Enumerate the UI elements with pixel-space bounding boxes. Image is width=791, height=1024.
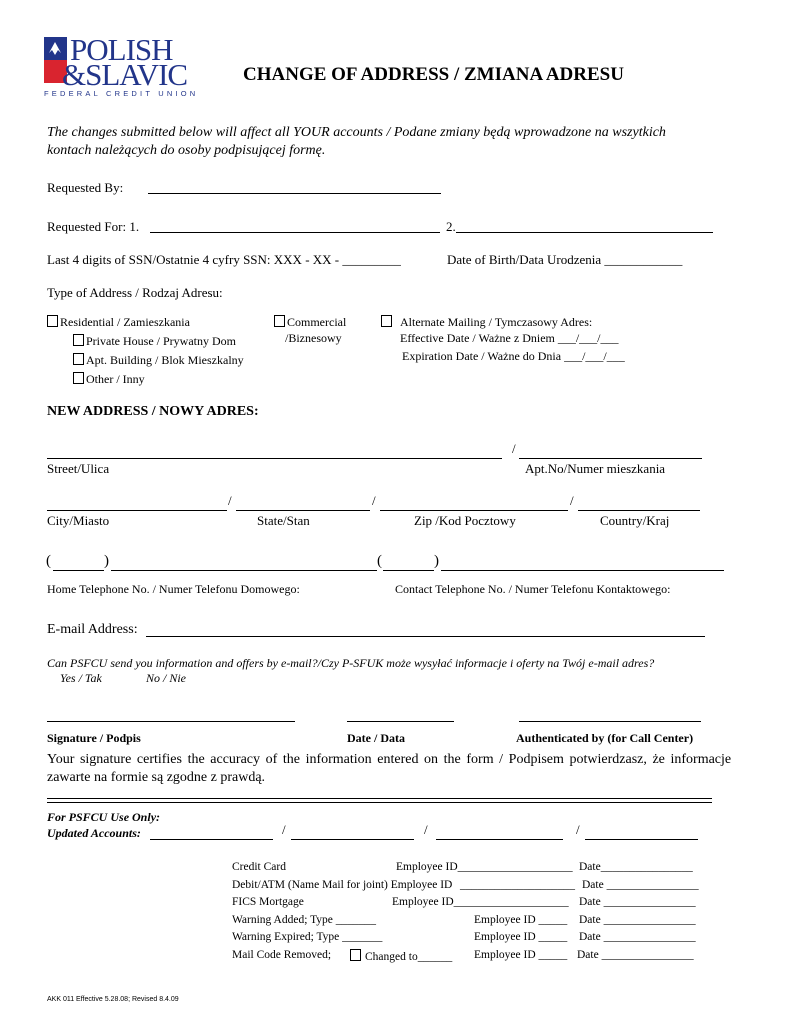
updated-slash-1: / — [282, 822, 286, 837]
email-question: Can PSFCU send you information and offers by e-mail?/Czy P-SFUK może wysyłać informacje i oferty na Twój e-mail adres? — [47, 656, 655, 670]
country-label: Country/Kraj — [600, 513, 670, 528]
apt-field[interactable] — [519, 458, 702, 459]
office-row-date[interactable]: Date________________ — [579, 861, 693, 873]
state-slash: / — [372, 493, 376, 508]
email-field[interactable] — [146, 636, 705, 637]
logo-tagline: FEDERAL CREDIT UNION — [44, 89, 199, 98]
new-address-heading-text: NEW ADDRESS / NOWY ADRES: — [47, 404, 259, 419]
contact-phone-label: Contact Telephone No. / Numer Telefonu Kontaktowego: — [395, 582, 671, 596]
office-row-employee[interactable]: Employee ID____________________ — [396, 861, 573, 873]
home-phone-area-open: ( — [46, 553, 51, 569]
changed-to-option[interactable] — [350, 949, 452, 963]
zip-slash: / — [570, 493, 574, 508]
authenticated-label: Authenticated by (for Call Center) — [516, 731, 694, 745]
email-option-no[interactable]: No / Nie — [146, 671, 187, 685]
signature-field[interactable] — [47, 721, 295, 722]
office-row-label: Debit/ATM (Name Mail for joint) Employee ID — [232, 879, 453, 891]
office-row-employee[interactable]: Employee ID _____ — [474, 949, 568, 961]
home-phone-label: Home Telephone No. / Numer Telefonu Domowego: — [47, 582, 300, 596]
updated-account-1-field[interactable] — [150, 839, 273, 840]
section-divider — [47, 798, 712, 799]
contact-phone-area-open: ( — [377, 553, 382, 569]
signature-date-field[interactable] — [347, 721, 454, 722]
checkbox-icon[interactable] — [350, 949, 361, 961]
office-row-date[interactable]: Date ________________ — [579, 914, 696, 926]
city-label: City/Miasto — [47, 513, 110, 528]
requested-by-label: Requested By: — [47, 180, 124, 195]
state-label: State/Stan — [257, 513, 310, 528]
expiration-date-field[interactable]: Expiration Date / Ważne do Dnia ___/___/___ — [402, 349, 625, 363]
checkbox-icon[interactable] — [73, 353, 84, 365]
home-phone-area-field[interactable] — [53, 570, 104, 571]
option-private-house[interactable] — [73, 334, 236, 349]
office-row-label: Credit Card — [232, 861, 286, 873]
checkbox-icon[interactable] — [274, 315, 285, 327]
date-label: Date / Data — [347, 731, 405, 745]
address-type-label: Type of Address / Rodzaj Adresu: — [47, 285, 223, 300]
updated-account-2-field[interactable] — [291, 839, 414, 840]
email-label: E-mail Address: — [47, 622, 138, 637]
zip-label: Zip /Kod Pocztowy — [414, 513, 516, 528]
updated-account-4-field[interactable] — [585, 839, 698, 840]
office-row-date[interactable]: Date ________________ — [577, 949, 694, 961]
updated-accounts-label: Updated Accounts: — [47, 826, 141, 840]
updated-slash-2: / — [424, 822, 428, 837]
office-row-date[interactable]: Date ________________ — [582, 879, 699, 891]
option-other[interactable] — [73, 372, 145, 387]
office-row-date[interactable]: Date ________________ — [579, 931, 696, 943]
option-commercial[interactable] — [274, 315, 346, 330]
checkbox-icon[interactable] — [73, 372, 84, 384]
changed-to-label: Changed to______ — [365, 951, 453, 963]
office-row-employee[interactable]: Employee ID _____ — [474, 914, 568, 926]
certify-text-2: zawarte na formie są zgodne z prawdą. — [47, 770, 266, 785]
country-field[interactable] — [578, 510, 700, 511]
logo-word-slavic: &SLAVIC — [62, 57, 188, 92]
email-option-yes[interactable]: Yes / Tak — [60, 671, 102, 685]
effective-date-field[interactable]: Effective Date / Ważne z Dniem ___/___/___ — [400, 331, 619, 345]
option-residential[interactable] — [47, 315, 190, 330]
ssn-field[interactable]: Last 4 digits of SSN/Ostatnie 4 cyfry SSN: XXX - XX - _________ — [47, 252, 401, 267]
requested-by-field[interactable] — [148, 193, 441, 194]
new-address-heading — [47, 404, 259, 420]
requested-for-label: Requested For: 1. — [47, 219, 140, 234]
contact-phone-field[interactable] — [441, 570, 724, 571]
option-residential-label: Residential / Zamieszkania — [60, 315, 190, 329]
office-row-date[interactable]: Date ________________ — [579, 896, 696, 908]
office-row-employee[interactable]: Employee ID _____ — [474, 931, 568, 943]
office-use-heading: For PSFCU Use Only: — [47, 810, 161, 824]
contact-phone-area-field[interactable] — [383, 570, 434, 571]
office-row-label: Warning Added; Type _______ — [232, 914, 377, 926]
office-row-label: FICS Mortgage — [232, 896, 304, 908]
office-row-employee[interactable]: Employee ID____________________ — [392, 896, 569, 908]
street-field[interactable] — [47, 458, 502, 459]
certify-text: Your signature certifies the accuracy of the information entered on the form / Podpisem potwierdzasz, że informacje — [47, 752, 732, 767]
contact-phone-area-close: ) — [434, 553, 439, 569]
zip-field[interactable] — [380, 510, 568, 511]
section-divider-2 — [47, 802, 712, 803]
intro-text-2: kontach należących do osoby podpisującej formę. — [47, 143, 326, 158]
office-row-employee[interactable]: ____________________ — [460, 879, 575, 891]
footer-revision: AKK 011 Effective 5.28.08; Revised 8.4.09 — [47, 996, 179, 1003]
home-phone-field[interactable] — [111, 570, 377, 571]
street-label: Street/Ulica — [47, 461, 110, 476]
option-alternate[interactable] — [381, 315, 592, 330]
option-commercial-label: Commercial — [287, 315, 347, 329]
city-slash: / — [228, 493, 232, 508]
state-field[interactable] — [236, 510, 370, 511]
page-title: CHANGE OF ADDRESS / ZMIANA ADRESU — [243, 64, 624, 85]
office-row-label: Warning Expired; Type _______ — [232, 931, 383, 943]
updated-account-3-field[interactable] — [436, 839, 563, 840]
option-apt-label: Apt. Building / Blok Mieszkalny — [86, 353, 244, 367]
intro-text: The changes submitted below will affect all YOUR accounts / Podane zmiany będą wprowadzone na wszytkich — [47, 125, 666, 140]
updated-slash-3: / — [576, 822, 580, 837]
logo-word-polish: POLISH — [70, 32, 173, 67]
checkbox-icon[interactable] — [73, 334, 84, 346]
office-row-label: Mail Code Removed; — [232, 949, 332, 961]
checkbox-icon[interactable] — [381, 315, 392, 327]
option-private-label: Private House / Prywatny Dom — [86, 334, 236, 348]
city-field[interactable] — [47, 510, 227, 511]
dob-field[interactable]: Date of Birth/Data Urodzenia ____________ — [447, 252, 683, 267]
authenticated-by-field[interactable] — [519, 721, 701, 722]
requested-for-2-field[interactable] — [456, 232, 713, 233]
option-alternate-label: Alternate Mailing / Tymczasowy Adres: — [400, 315, 593, 329]
apt-label: Apt.No/Numer mieszkania — [525, 461, 666, 476]
checkbox-icon[interactable] — [47, 315, 58, 327]
signature-label: Signature / Podpis — [47, 731, 141, 745]
option-other-label: Other / Inny — [86, 372, 145, 386]
option-apt-building[interactable] — [73, 353, 244, 368]
requested-for-1-field[interactable] — [150, 232, 440, 233]
home-phone-area-close: ) — [104, 553, 109, 569]
requested-for-2-label: 2. — [446, 219, 456, 234]
option-commercial-label-2: /Biznesowy — [285, 331, 342, 345]
street-slash: / — [512, 441, 516, 456]
